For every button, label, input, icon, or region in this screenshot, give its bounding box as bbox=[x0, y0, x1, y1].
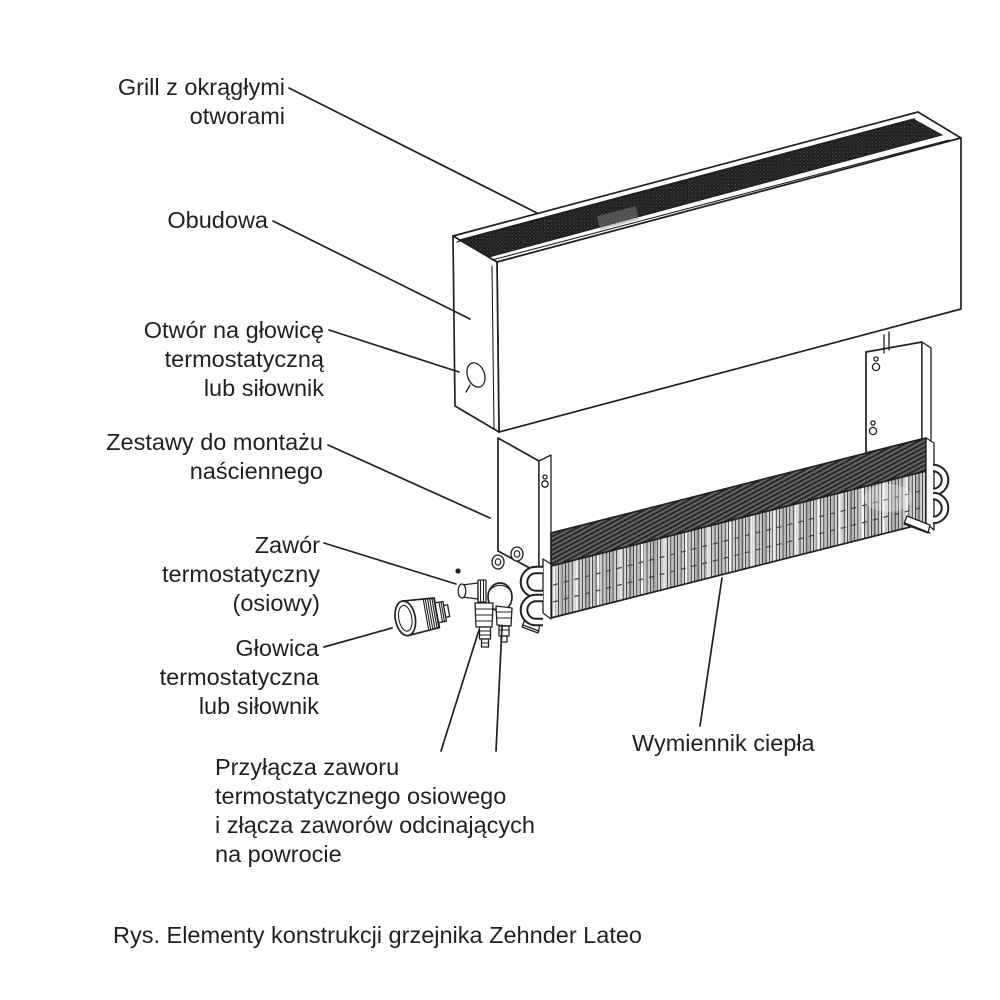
label-line: Zestawy do montażu bbox=[106, 429, 323, 455]
screw-dot-icon bbox=[455, 568, 460, 573]
label-line: Głowica bbox=[235, 635, 319, 661]
valve-connection-2 bbox=[496, 606, 512, 642]
label-line: otworami bbox=[189, 103, 285, 129]
wall-bracket-left bbox=[498, 438, 551, 573]
label-line: Grill z okrągłymi bbox=[117, 74, 285, 100]
label-line: Wymiennik ciepła bbox=[632, 730, 815, 756]
figure-caption: Rys. Elementy konstrukcji grzejnika Zehnder Lateo bbox=[113, 922, 642, 948]
label-glowica bbox=[160, 634, 319, 721]
label-line: i złącza zaworów odcinających bbox=[215, 812, 536, 838]
valve-connection-1 bbox=[475, 603, 493, 647]
keyhole-slot-icon bbox=[869, 421, 876, 435]
thermostatic-head bbox=[392, 593, 451, 637]
heat-exchanger bbox=[522, 438, 945, 633]
label-line: naściennego bbox=[189, 458, 323, 484]
label-line: termostatycznego osiowego bbox=[215, 783, 507, 809]
label-line: Otwór na głowicę bbox=[143, 317, 324, 343]
label-line: termostatyczną bbox=[164, 346, 324, 372]
label-line: Zawór bbox=[254, 532, 320, 558]
label-line: Obudowa bbox=[167, 207, 268, 233]
label-wymiennik bbox=[632, 729, 815, 758]
label-line: (osiowy) bbox=[232, 590, 320, 616]
label-line: termostatyczny bbox=[161, 561, 320, 587]
label-line: Przyłącza zaworu bbox=[215, 754, 400, 780]
label-line: lub siłownik bbox=[198, 693, 319, 719]
label-obudowa bbox=[167, 206, 268, 235]
label-line: lub siłownik bbox=[203, 375, 324, 401]
label-przylacza bbox=[215, 753, 535, 869]
label-zestawy bbox=[106, 428, 323, 486]
valve-spindle bbox=[458, 580, 486, 602]
keyhole-slot-icon bbox=[872, 357, 879, 371]
label-otwor bbox=[144, 316, 324, 403]
return-bend-pipes-right bbox=[933, 468, 945, 520]
label-zawor bbox=[162, 531, 320, 618]
keyhole-slot-icon bbox=[542, 475, 548, 487]
label-line: termostatyczna bbox=[159, 664, 319, 690]
label-grill bbox=[118, 73, 285, 131]
label-line: na powrocie bbox=[215, 841, 342, 867]
